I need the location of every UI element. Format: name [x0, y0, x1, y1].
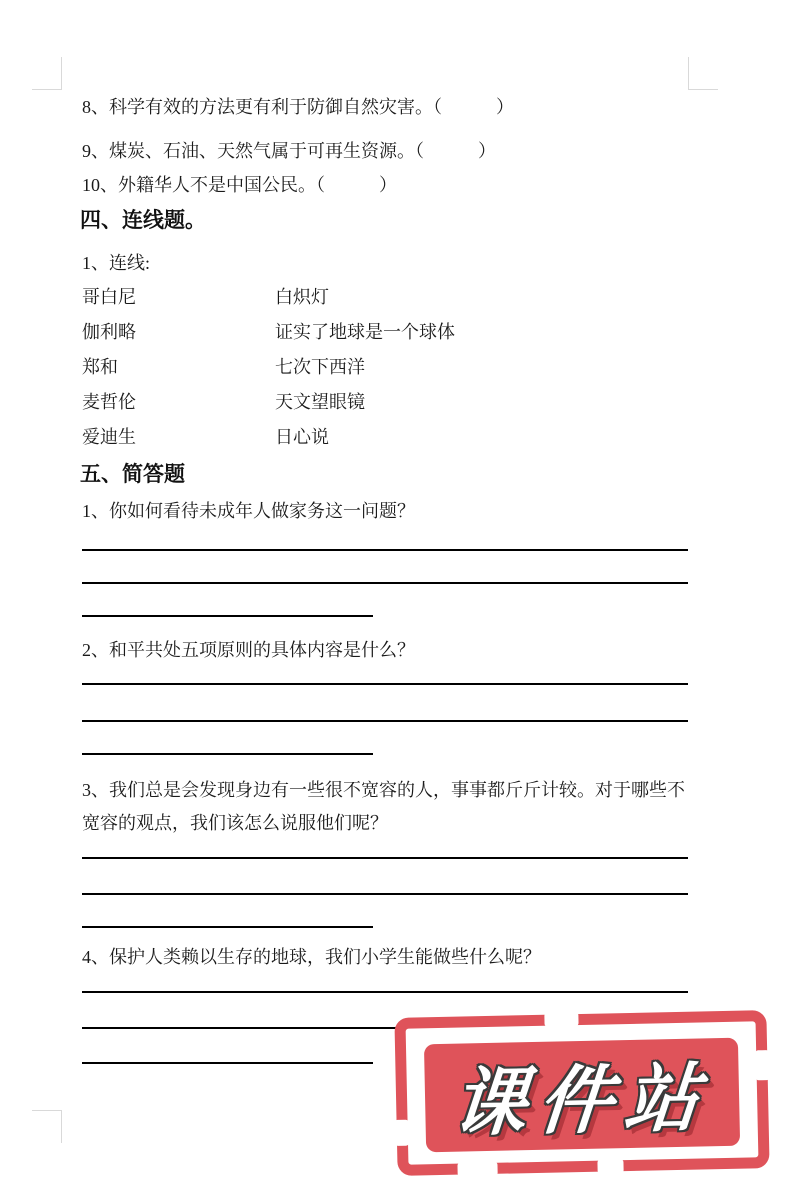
match-left-1: 哥白尼 — [82, 287, 136, 307]
section5-heading: 五、简答题 — [80, 462, 185, 486]
answer-line — [82, 683, 688, 685]
match-right-5: 日心说 — [275, 427, 329, 447]
margin-crop-mark-top-right — [688, 57, 718, 90]
short-answer-question-1: 1、你如何看待未成年人做家务这一问题？ — [82, 501, 415, 521]
answer-line — [82, 991, 688, 993]
stamp-brush-gap — [457, 1162, 497, 1177]
stamp-brush-gap — [544, 1012, 578, 1027]
answer-line — [82, 753, 373, 755]
section4-subtitle: 1、连线: — [82, 253, 151, 273]
short-answer-question-3: 3、我们总是会发现身边有一些很不宽容的人，事事都斤斤计较。对于哪些不宽容的观点，我们该怎么说服他们呢？ — [82, 780, 685, 833]
stamp-brush-gap — [597, 1159, 623, 1174]
match-left-4: 麦哲伦 — [82, 392, 136, 412]
tf-question-8: 8、科学有效的方法更有利于防御自然灾害。（ ） — [82, 97, 514, 117]
section4-heading: 四、连线题。 — [80, 208, 206, 232]
short-answer-question-2: 2、和平共处五项原则的具体内容是什么？ — [82, 640, 415, 660]
tf-question-10: 10、外籍华人不是中国公民。（ ） — [82, 175, 397, 195]
match-right-3: 七次下西洋 — [275, 357, 365, 377]
margin-crop-mark-bottom-left — [32, 1110, 62, 1143]
answer-line — [82, 857, 688, 859]
margin-crop-mark-top-left — [32, 57, 62, 90]
stamp-brush-gap — [755, 1050, 770, 1080]
match-right-1: 白炽灯 — [275, 287, 329, 307]
match-left-2: 伽利略 — [82, 322, 136, 342]
match-right-4: 天文望眼镜 — [275, 392, 365, 412]
answer-line — [82, 615, 373, 617]
stamp-brush-gap — [395, 1120, 410, 1146]
answer-line — [82, 582, 688, 584]
match-left-5: 爱迪生 — [82, 427, 136, 447]
stamp-inner-plate — [424, 1038, 740, 1153]
answer-line — [82, 893, 688, 895]
short-answer-question-4: 4、保护人类赖以生存的地球，我们小学生能做些什么呢？ — [82, 947, 541, 967]
answer-line — [82, 926, 373, 928]
match-left-3: 郑和 — [82, 357, 118, 377]
stamp-text: 课件站 — [449, 1056, 715, 1145]
match-right-2: 证实了地球是一个球体 — [275, 322, 455, 342]
answer-line — [82, 1062, 373, 1064]
answer-line — [82, 549, 688, 551]
kejianzhan-stamp — [394, 1010, 769, 1176]
tf-question-9: 9、煤炭、石油、天然气属于可再生资源。（ ） — [82, 141, 496, 161]
answer-line — [82, 720, 688, 722]
